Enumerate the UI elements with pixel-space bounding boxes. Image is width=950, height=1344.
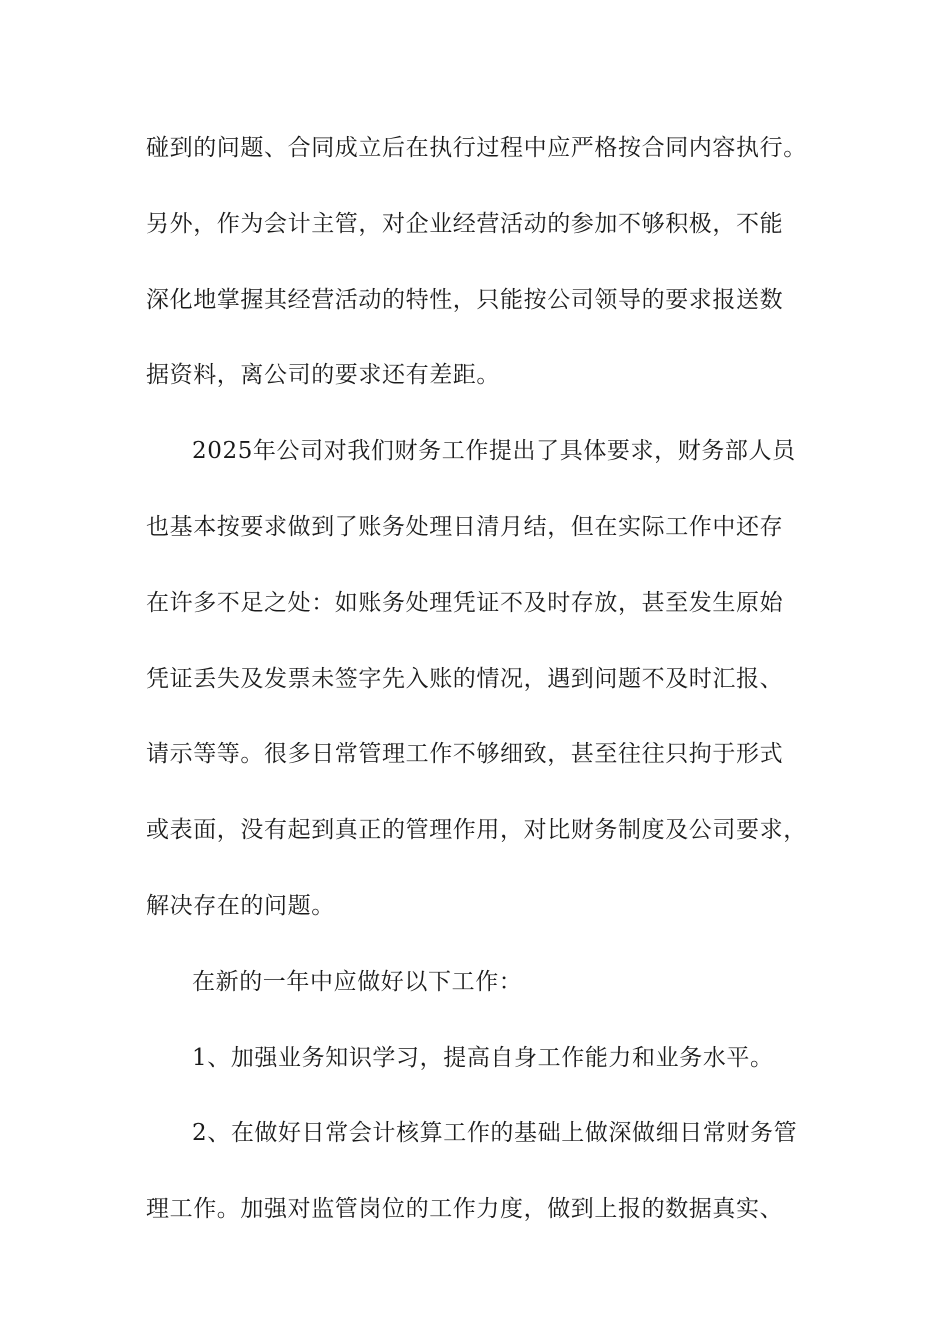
text-line: 在新的一年中应做好以下工作： xyxy=(192,968,523,995)
text-line: 深化地掌握其经营活动的特性，只能按公司领导的要求报送数 xyxy=(146,286,784,313)
text-line: 2、在做好日常会计核算工作的基础上做深做细日常财务管 xyxy=(192,1120,798,1147)
text-line: 请示等等。很多日常管理工作不够细致，甚至往往只拘于形式 xyxy=(146,741,784,768)
text-line: 解决存在的问题。 xyxy=(146,892,335,919)
text-line: 据资料，离公司的要求还有差距。 xyxy=(146,362,500,389)
body-text xyxy=(146,126,806,1263)
text-line: 在许多不足之处：如账务处理凭证不及时存放，甚至发生原始 xyxy=(146,589,784,616)
text-line: 也基本按要求做到了账务处理日清月结，但在实际工作中还存 xyxy=(146,513,784,540)
text-line: 2025年公司对我们财务工作提出了具体要求，财务部人员 xyxy=(192,438,796,465)
text-line: 或表面，没有起到真正的管理作用，对比财务制度及公司要求， xyxy=(146,817,807,844)
text-line: 另外，作为会计主管，对企业经营活动的参加不够积极，不能 xyxy=(146,210,784,237)
text-line: 1、加强业务知识学习，提高自身工作能力和业务水平。 xyxy=(192,1044,774,1071)
text-line: 碰到的问题、合同成立后在执行过程中应严格按合同内容执行。 xyxy=(146,135,807,161)
text-line: 理工作。加强对监管岗位的工作力度，做到上报的数据真实、 xyxy=(146,1196,784,1223)
text-line: 凭证丢失及发票未签字先入账的情况，遇到问题不及时汇报、 xyxy=(146,665,784,692)
